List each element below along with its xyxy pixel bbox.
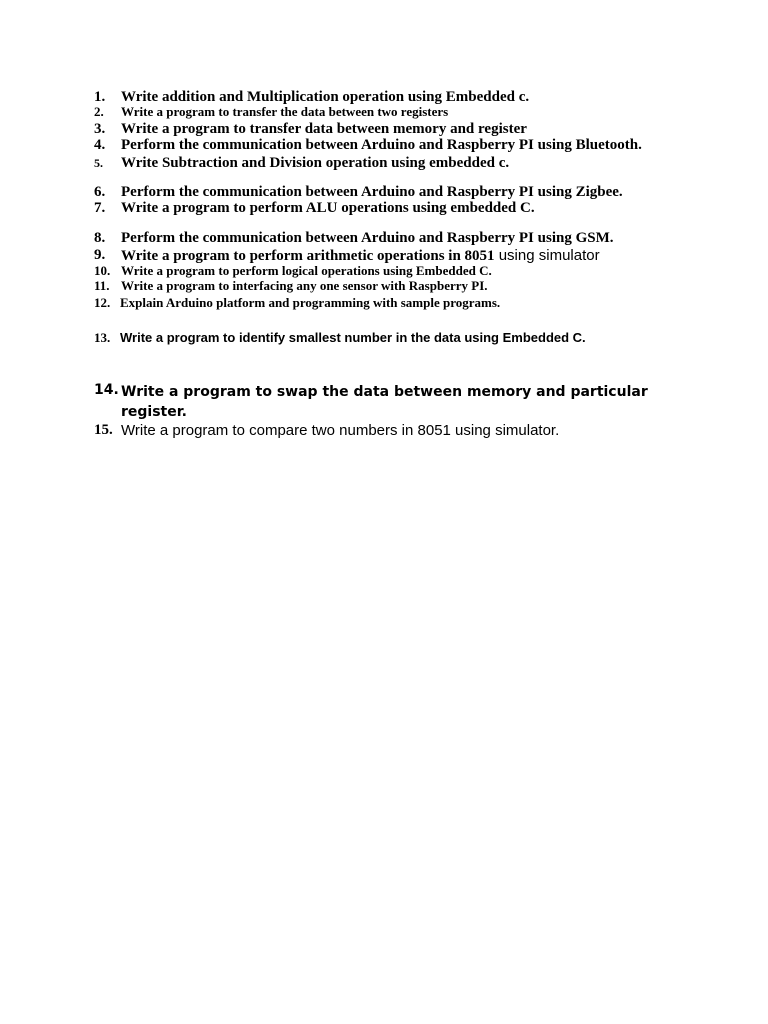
- item-text: Perform the communication between Arduino and Raspberry PI using Zigbee.: [121, 184, 623, 200]
- item-text: Perform the communication between Arduino and Raspberry PI using GSM.: [121, 230, 614, 246]
- item-number: 9.: [94, 247, 106, 263]
- item-number: 11.: [94, 278, 110, 293]
- item-number: 4.: [94, 137, 106, 153]
- item-number: 2.: [94, 104, 104, 119]
- item-text: Write a program to swap the data between memory and particular register.: [121, 384, 648, 420]
- item-text-suffix: using simulator: [494, 247, 600, 264]
- item-number: 14.: [94, 382, 119, 398]
- item-number: 3.: [94, 121, 106, 137]
- item-text: Write a program to perform ALU operations using embedded C.: [121, 200, 535, 216]
- item-text: Write a program to transfer the data between two registers: [121, 104, 449, 119]
- item-number: 12.: [94, 295, 111, 310]
- item-text: Write a program to compare two numbers in 8051 using simulator.: [121, 422, 560, 439]
- item-number: 6.: [94, 184, 106, 200]
- item-text: Write Subtraction and Division operation using embedded c.: [121, 155, 510, 171]
- item-text: Perform the communication between Arduino and Raspberry PI using Bluetooth.: [121, 137, 642, 153]
- item-number: 13.: [94, 330, 111, 345]
- item-text: Write a program to transfer data between memory and register: [121, 121, 527, 137]
- item-number: 8.: [94, 230, 106, 246]
- item-text: Write a program to perform logical operations using Embedded C.: [121, 263, 492, 278]
- item-text: Write a program to interfacing any one sensor with Raspberry PI.: [121, 278, 488, 293]
- item-text: Write addition and Multiplication operation using Embedded c.: [121, 89, 530, 105]
- item-number: 15.: [94, 422, 113, 438]
- item-number: 7.: [94, 200, 106, 216]
- item-number: 5.: [94, 156, 103, 170]
- item-text: Explain Arduino platform and programming with sample programs.: [120, 295, 501, 310]
- item-number: 10.: [94, 263, 111, 278]
- item-number: 1.: [94, 89, 106, 105]
- item-text: Write a program to perform arithmetic operations in 8051: [121, 248, 495, 264]
- item-text: Write a program to identify smallest number in the data using Embedded C.: [120, 330, 586, 345]
